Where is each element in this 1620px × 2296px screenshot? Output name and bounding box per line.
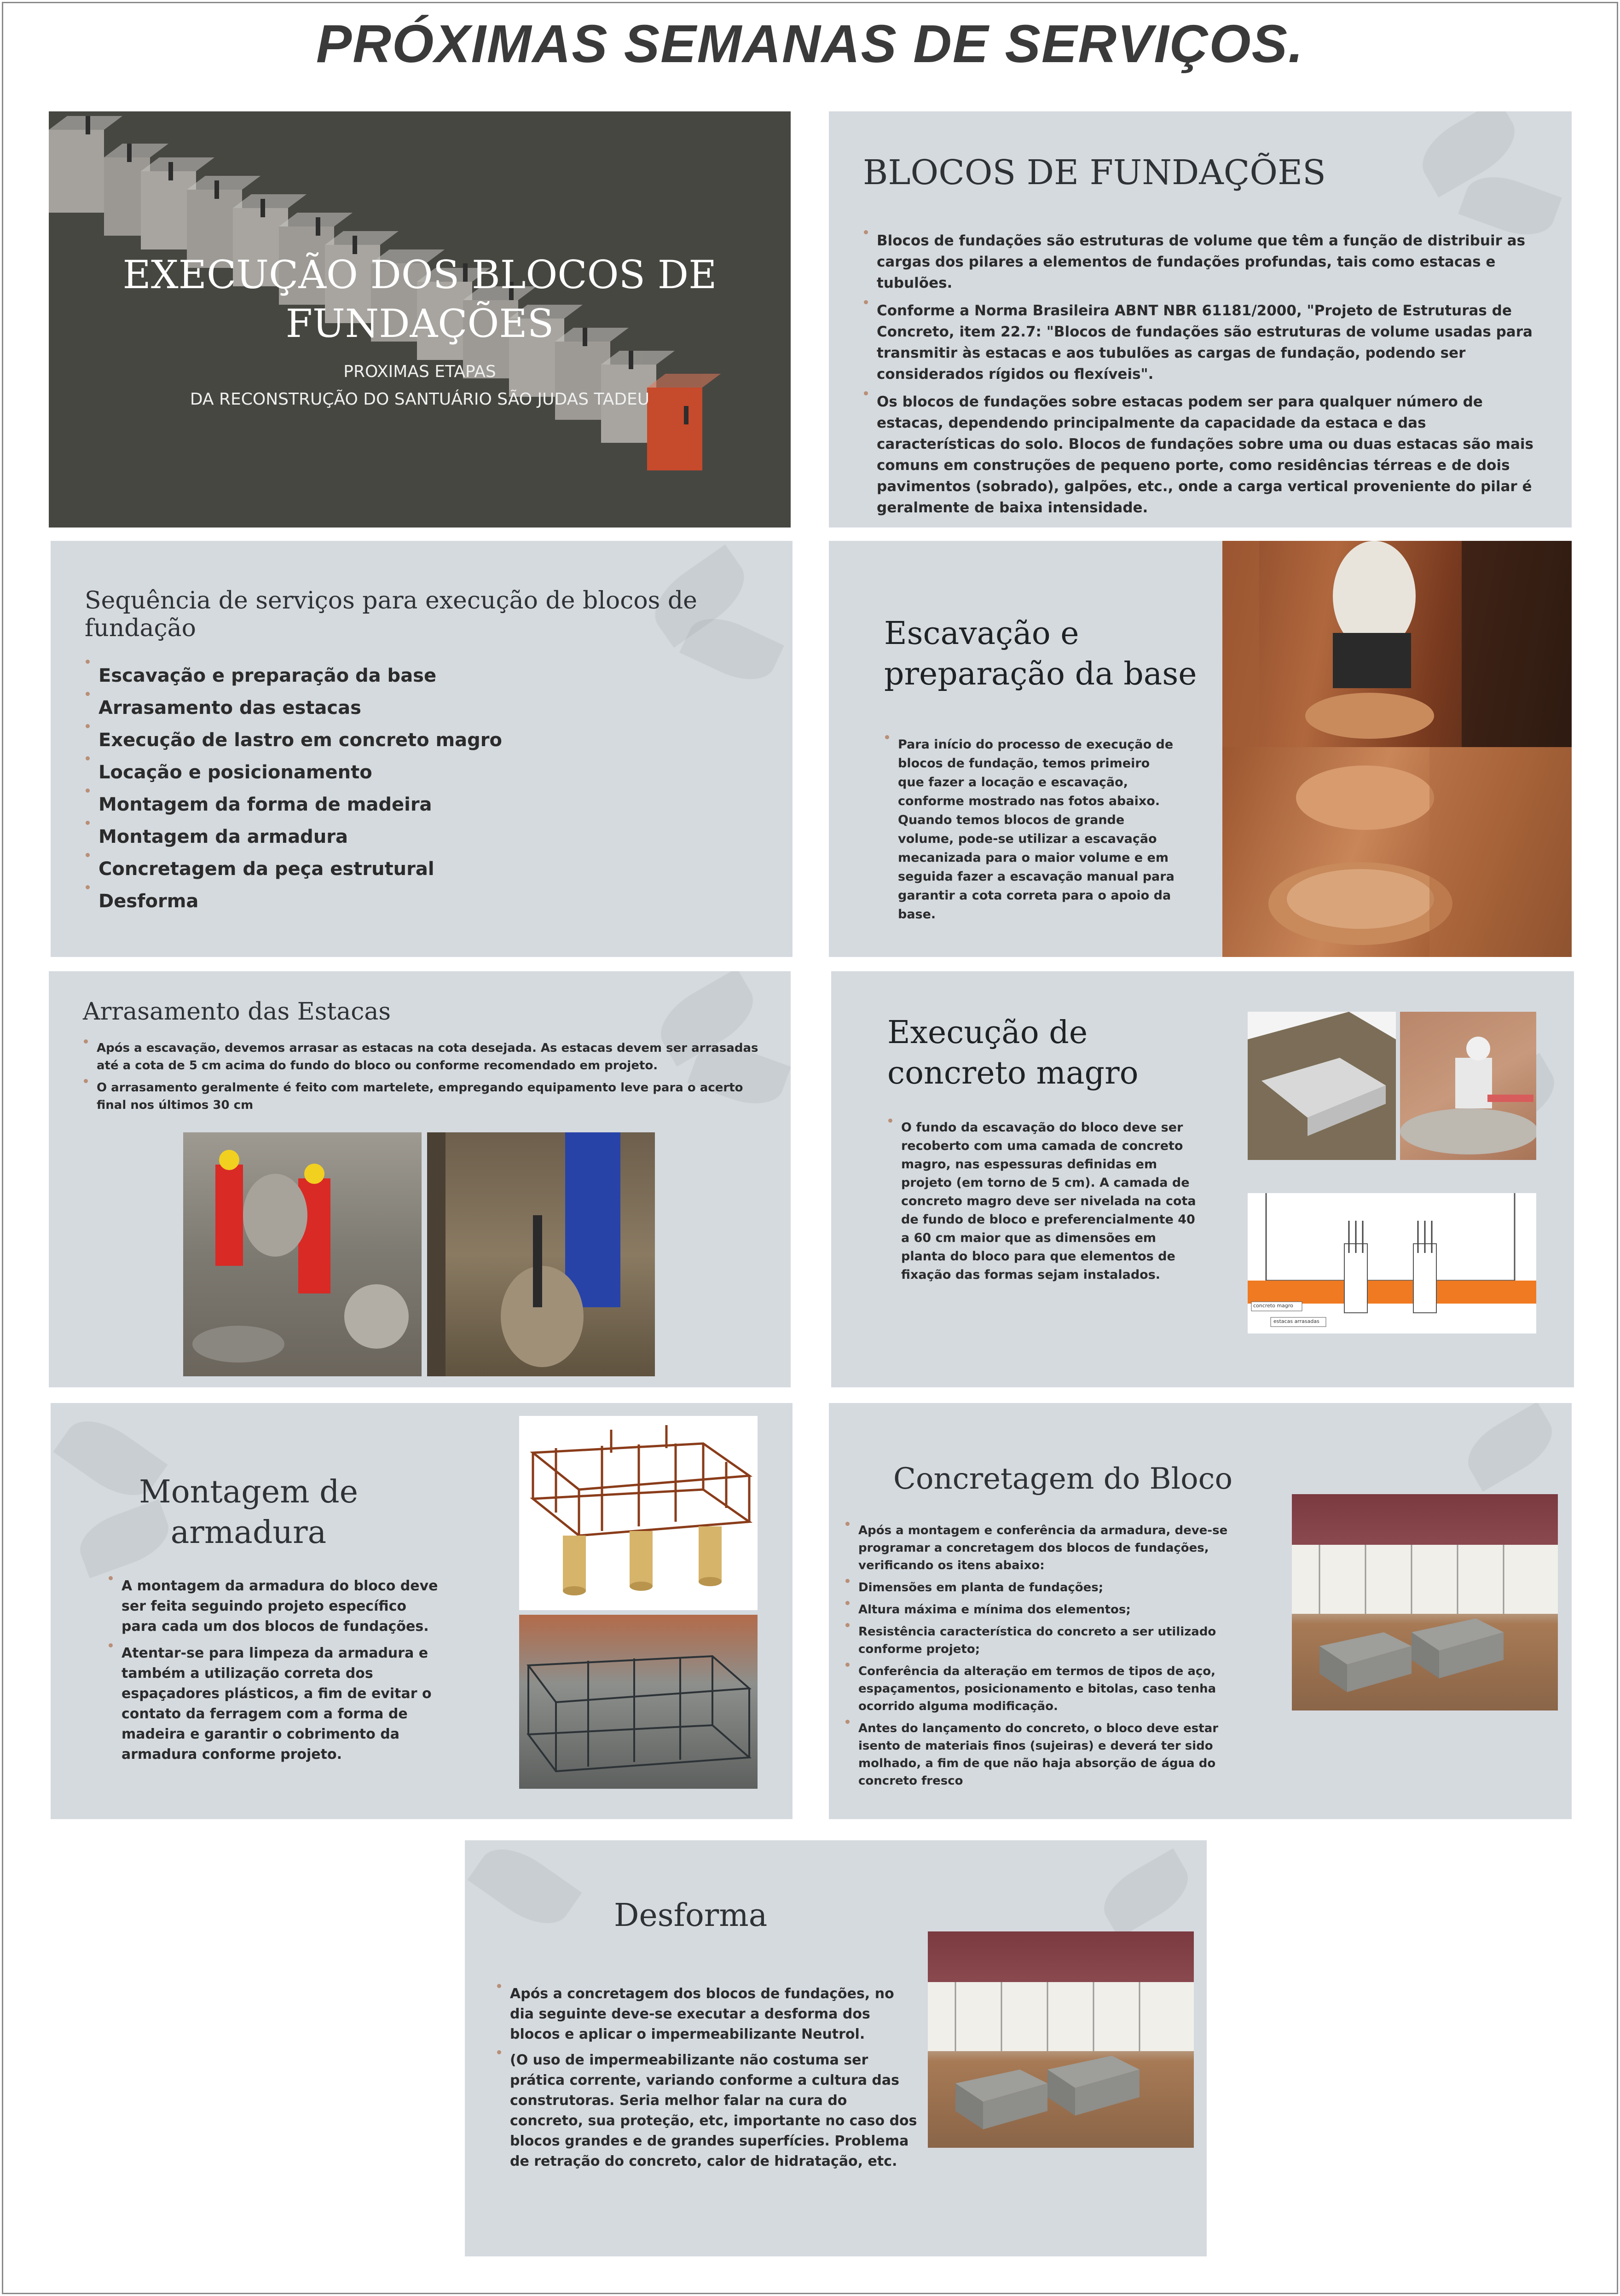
list-item: Conforme a Norma Brasileira ABNT NBR 61181/2000, "Projeto de Estruturas de Concreto, item 22.7: "Blocos de fundações são estruturas de volume usadas para transmitir às estacas e aos tubulões as cargas de fundação, podendo ser considerados rígidos ou flexíveis". xyxy=(863,300,1544,385)
slide-concreto-magro-title: Execução de concreto magro xyxy=(887,1015,1139,1091)
list-item: Atentar-se para limpeza da armadura e também a utilização correta dos espaçadores plásticos, a fim de evitar o contato da ferragem com a forma de madeira e garantir o cobrimento da armadura conforme projeto. xyxy=(108,1643,439,1765)
slide-concreto-magro-list xyxy=(887,1119,1200,1284)
lean-concrete-photo xyxy=(1400,1012,1536,1160)
list-item: Altura máxima e mínima dos elementos; xyxy=(845,1601,1259,1618)
slide-concreto-magro xyxy=(831,971,1574,1387)
slide-blocos-list xyxy=(863,230,1544,518)
excavation-photo-1 xyxy=(1222,541,1572,747)
slide-arrasamento xyxy=(49,971,791,1387)
pile-cutting-photo-1 xyxy=(183,1132,422,1376)
slide-subtitle-1: PROXIMAS ETAPAS xyxy=(343,362,496,381)
list-item: Após a concretagem dos blocos de fundações, no dia seguinte deve-se executar a desforma dos blocos e aplicar o impermeabilizante Neutrol. xyxy=(496,1984,920,2045)
slide-armadura-list xyxy=(108,1576,439,1765)
diagram-label-concreto-magro: concreto magro xyxy=(1253,1303,1293,1309)
slide-armadura xyxy=(51,1403,793,1819)
list-item: Execução de lastro em concreto magro xyxy=(85,724,729,756)
list-item: A montagem da armadura do bloco deve ser feita seguindo projeto específico para cada um dos blocos de fundações. xyxy=(108,1576,439,1637)
list-item: Após a montagem e conferência da armadura, deve-se programar a concretagem dos blocos de fundações, verificando os itens abaixo: xyxy=(845,1522,1259,1574)
list-item: Concretagem da peça estrutural xyxy=(85,853,729,885)
excavation-photo-2 xyxy=(1222,747,1572,957)
slide-arrasamento-title: Arrasamento das Estacas xyxy=(83,998,391,1026)
rebar-render xyxy=(519,1416,758,1610)
slide-title xyxy=(49,111,791,528)
list-item: (O uso de impermeabilizante não costuma ser prática corrente, variando conforme a cultura das construtoras. Seria melhor falar na cura do concreto, sua proteção, etc, importante no caso dos blocos grandes e de grandes superfícies. Problema de retração do concreto, calor de hidratação, etc. xyxy=(496,2050,920,2172)
list-item: Locação e posicionamento xyxy=(85,756,729,789)
service-sequence-list xyxy=(85,660,729,917)
list-item: Conferência da alteração em termos de tipos de aço, espaçamentos, posicionamento e bitolas, caso tenha ocorrido alguma modificação. xyxy=(845,1663,1259,1715)
list-item: Montagem da armadura xyxy=(85,821,729,853)
slide-blocos xyxy=(829,111,1572,528)
slide-concretagem xyxy=(829,1403,1572,1819)
slide-subtitle-2: DA RECONSTRUÇÃO DO SANTUÁRIO SÃO JUDAS TADEU xyxy=(190,390,650,409)
slide-armadura-title: Montagem de armadura xyxy=(139,1474,358,1551)
slide-desforma xyxy=(465,1840,1207,2256)
page-title: PRÓXIMAS SEMANAS DE SERVIÇOS. xyxy=(316,14,1304,74)
slide-desforma-list xyxy=(496,1984,920,2172)
slide-concretagem-list xyxy=(845,1522,1259,1790)
list-item: Blocos de fundações são estruturas de volume que têm a função de distribuir as cargas dos pilares a elementos de fundações profundas, tais como estacas e tubulões. xyxy=(863,230,1544,294)
slide-title-text: EXECUÇÃO DOS BLOCOS DE FUNDAÇÕES xyxy=(122,252,717,346)
list-item: Escavação e preparação da base xyxy=(85,660,729,692)
slide-escavacao-list xyxy=(884,735,1179,924)
list-item: O arrasamento geralmente é feito com martelete, empregando equipamento leve para o acerto final nos últimos 30 cm xyxy=(83,1079,764,1114)
slide-escavacao xyxy=(829,541,1572,957)
pile-cutting-photo-2 xyxy=(427,1132,655,1376)
rebar-photo xyxy=(519,1615,758,1789)
list-item: Desforma xyxy=(85,885,729,917)
list-item: Montagem da forma de madeira xyxy=(85,789,729,821)
list-item: Os blocos de fundações sobre estacas podem ser para qualquer número de estacas, dependendo principalmente da capacidade da estaca e das características do solo. Blocos de fundações sobre uma ou duas estacas são mais comuns em construções de pequeno porte, como residências térreas e de dois pavimentos (sobrado), galpões, etc., onde a carga vertical proveniente do pilar é geralmente de baixa intensidade. xyxy=(863,391,1544,518)
slide-arrasamento-list xyxy=(83,1039,764,1114)
slide-desforma-title: Desforma xyxy=(614,1897,768,1934)
list-item: Resistência característica do concreto a ser utilizado conforme projeto; xyxy=(845,1623,1259,1658)
slide-sequencia xyxy=(51,541,793,957)
diagram-label-estacas-arrasadas: estacas arrasadas xyxy=(1273,1318,1319,1324)
lean-concrete-diagram xyxy=(1248,1193,1536,1334)
formwork-removal-photo xyxy=(928,1931,1194,2148)
list-item: O fundo da escavação do bloco deve ser recoberto com uma camada de concreto magro, nas espessuras definidas em projeto (em torno de 5 cm). A camada de concreto magro deve ser nivelada na cota de fundo de bloco e preferencialmente 40 a 60 cm maior que as dimensões em planta do bloco para que elementos de fixação das formas sejam instalados. xyxy=(887,1119,1200,1284)
slide-sequencia-title: Sequência de serviços para execução de blocos de fundação xyxy=(85,587,697,642)
list-item: Para início do processo de execução de blocos de fundação, temos primeiro que fazer a locação e escavação, conforme mostrado nas fotos abaixo. Quando temos blocos de grande volume, pode-se utilizar a escavação mecanizada para o maior volume e em seguida fazer a escavação manual para garantir a cota correta para o apoio da base. xyxy=(884,735,1179,924)
concreted-blocks-photo xyxy=(1292,1494,1558,1710)
slide-escavacao-title: Escavação e preparação da base xyxy=(884,615,1197,692)
slide-concretagem-title: Concretagem do Bloco xyxy=(893,1462,1233,1496)
list-item: Após a escavação, devemos arrasar as estacas na cota desejada. As estacas devem ser arrasadas até a cota de 5 cm acima do fundo do bloco ou conforme recomendado em projeto. xyxy=(83,1039,764,1074)
slide-blocos-title: BLOCOS DE FUNDAÇÕES xyxy=(863,153,1326,192)
list-item: Dimensões em planta de fundações; xyxy=(845,1579,1259,1596)
list-item: Arrasamento das estacas xyxy=(85,692,729,724)
lean-concrete-render xyxy=(1248,1012,1396,1160)
list-item: Antes do lançamento do concreto, o bloco deve estar isento de materiais finos (sujeiras) e deverá ter sido molhado, a fim de que não haja absorção de água do concreto fresco xyxy=(845,1720,1259,1790)
